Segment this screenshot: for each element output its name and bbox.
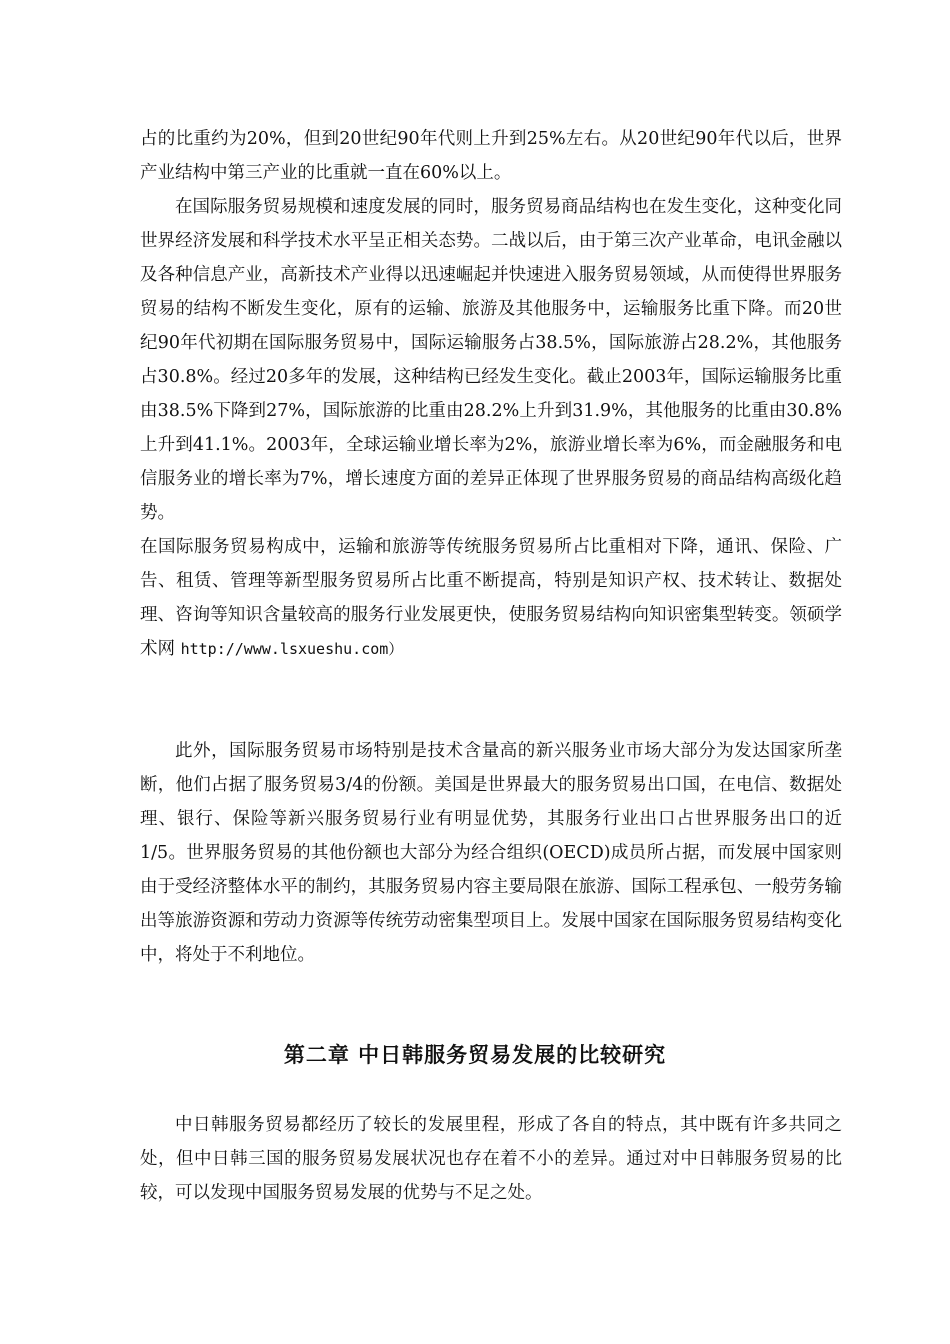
chapter-title: 第二章 中日韩服务贸易发展的比较研究 <box>283 1043 667 1067</box>
paragraph-structure: 在国际服务贸易规模和速度发展的同时，服务贸易商品结构也在发生变化，这种变化同世界经济发展和科学技术水平呈正相关态势。二战以后，由于第三次产业革命，电讯金融以及各种信息产业，高新技术产业得以迅速崛起并快速进入服务贸易领域，从而使得世界服务贸易的结构不断发生变化，原有的运输、旅游及其他服务中，运输服务比重下降。而20世纪90年代初期在国际服务贸易中，国际运输服务占38.5%，国际旅游占28.2%，其他服务占30.8%。经过20多年的发展，这种结构已经发生变化。截止2003年，国际运输服务比重由38.5%下降到27%，国际旅游的比重由28.2%上升到31.9%，其他服务的比重由30.8%上升到41.1%。2003年，全球运输业增长率为2%，旅游业增长率为6%，而金融服务和电信服务业的增长率为7%，增长速度方面的差异正体现了世界服务贸易的商品结构高级化趋势。 <box>140 197 842 523</box>
paragraph-monopoly: 此外，国际服务贸易市场特别是技术含量高的新兴服务业市场大部分为发达国家所垄断，他们占据了服务贸易3/4的份额。美国是世界最大的服务贸易出口国，在电信、数据处理、银行、保险等新兴服务贸易行业有明显优势，其服务行业出口占世界服务出口的近1/5。世界服务贸易的其他份额也大部分为经合组织(OECD)成员所占据，而发展中国家则由于受经济整体水平的制约，其服务贸易内容主要局限在旅游、国际工程承包、一般劳务输出等旅游资源和劳动力资源等传统劳动密集型项目上。发展中国家在国际服务贸易结构变化中，将处于不利地位。 <box>140 741 842 965</box>
body-text-bottom <box>140 1108 842 1210</box>
paragraph-chapter-intro: 中日韩服务贸易都经历了较长的发展里程，形成了各自的特点，其中既有许多共同之处，但中日韩三国的服务贸易发展状况也存在着不小的差异。通过对中日韩服务贸易的比较，可以发现中国服务贸易发展的优势与不足之处。 <box>140 1115 842 1203</box>
website-url: http://www.lsxueshu.com） <box>180 640 404 658</box>
paragraph-composition-text: 在国际服务贸易构成中，运输和旅游等传统服务贸易所占比重相对下降，通讯、保险、广告、租赁、管理等新型服务贸易所占比重不断提高，特别是知识产权、技术转让、数据处理、咨询等知识含量较高的服务行业发展更快，使服务贸易结构向知识密集型转变。领硕学术网 <box>140 537 842 659</box>
paragraph-composition <box>140 530 842 666</box>
paragraph-intro: 占的比重约为20%，但到20世纪90年代则上升到25%左右。从20世纪90年代以后，世界产业结构中第三产业的比重就一直在60%以上。 <box>140 129 842 183</box>
body-text-middle <box>140 734 842 972</box>
body-text-top <box>140 122 842 666</box>
